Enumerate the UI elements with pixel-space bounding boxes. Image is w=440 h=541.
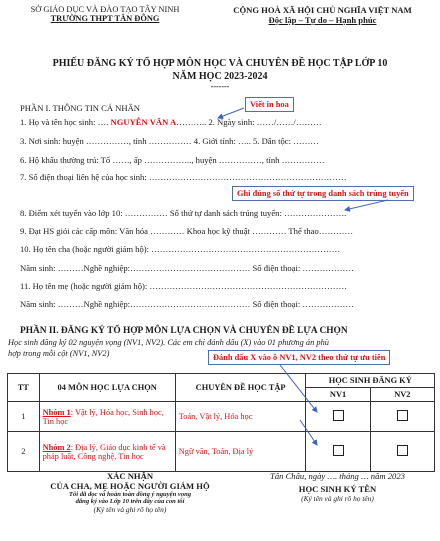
row-number-cell: 2 bbox=[8, 432, 40, 472]
parent-note-line1: Tôi đã đọc và hoàn toàn đồng ý nguyện vọng bbox=[68, 491, 192, 498]
row-admission-score[interactable]: 8. Điểm xét tuyển vào lớp 10: …………… Số thứ tự danh sách trúng tuyển: …………………. bbox=[20, 208, 347, 218]
department-name: SỞ GIÁO DỤC VÀ ĐÀO TẠO TÂY NINH bbox=[30, 5, 180, 14]
part2-heading: PHẦN II. ĐĂNG KÝ TỔ HỢP MÔN LỰA CHỌN VÀ CHUYÊN ĐỀ LỰA CHỌN bbox=[20, 326, 348, 336]
callout-order-number: Ghi đúng số thứ tự trong danh sách trúng tuyển bbox=[232, 186, 414, 201]
group-subjects: : Địa lý, Giáo dục kinh tế và pháp luật, Công nghệ, Tin học bbox=[42, 442, 166, 461]
arrow-to-nv1-icon bbox=[280, 365, 317, 412]
row-mother-details[interactable]: Năm sinh: ………Nghề nghiệp:…………………………………… Số điện thoại: ……………… bbox=[20, 299, 354, 309]
sign-date: Tân Châu, ngày …. tháng … năm 2023 bbox=[270, 471, 405, 481]
row-mother-name[interactable]: 11. Họ tên mẹ (hoặc người giám hộ): …………………………………………………………… bbox=[20, 281, 348, 291]
row-father-name[interactable]: 10. Họ tên cha (hoặc người giám hộ): ………………………………………………………… bbox=[20, 244, 341, 254]
school-name: TRƯỜNG THPT TÂN ĐÔNG bbox=[50, 14, 160, 23]
row-number-cell: 1 bbox=[8, 402, 40, 432]
title-divider: ------- bbox=[210, 82, 230, 91]
part2-instruction-line2: hợp trong mỗi cột (NV1, NV2) bbox=[8, 349, 110, 358]
group-subjects: : Vật lý, Hóa học, Sinh học, Tin học bbox=[42, 407, 164, 426]
arrow-to-order-icon bbox=[345, 200, 388, 210]
student-signature bbox=[250, 471, 425, 503]
birthdate-label: ……….. 2. Ngày sinh: ……/……/……… bbox=[176, 117, 322, 127]
callout-mark-x: Đánh dấu X vào ô NV1, NV2 theo thứ tự ưu tiên bbox=[208, 350, 390, 365]
row-number: 1. bbox=[20, 117, 27, 127]
part2-instruction-line1: Học sinh đăng ký 02 nguyện vọng (NV1, NV2). Các em chỉ đánh dấu (X) vào 01 phương án phù bbox=[8, 338, 329, 347]
row-father-details[interactable]: Năm sinh: ………Nghề nghiệp:…………………………………… Số điện thoại: ……………… bbox=[20, 263, 354, 273]
row-phone[interactable]: 7. Số điện thoại liên hệ của học sinh: …………………………………………………………… bbox=[20, 172, 347, 182]
parent-confirmation bbox=[50, 471, 210, 514]
student-name-value[interactable]: NGUYỄN VĂN A bbox=[110, 117, 177, 127]
col-header-topic: CHUYÊN ĐỀ HỌC TẬP bbox=[175, 374, 306, 402]
topic-cell: Ngữ văn, Toán, Địa lý bbox=[175, 432, 306, 472]
national-motto: Độc lập – Tự do – Hạnh phúc bbox=[268, 15, 377, 25]
parent-sign-hint: (Ký tên và ghi rõ họ tên) bbox=[93, 505, 167, 514]
callout-uppercase: Viết in hoa bbox=[245, 97, 294, 112]
topic-cell: Toán, Vật lý, Hóa học bbox=[175, 402, 306, 432]
col-header-register: HỌC SINH ĐĂNG KÝ bbox=[306, 374, 435, 388]
confirm-heading: XÁC NHẬN bbox=[106, 471, 154, 481]
col-header-tt: TT bbox=[8, 374, 40, 402]
group-name: Nhóm 2 bbox=[42, 442, 71, 452]
arrow-to-nv1b-icon bbox=[300, 420, 317, 445]
row-birthplace[interactable]: 3. Nơi sinh: huyện ……………, tỉnh …………… 4. Giới tính: ….. 5. Dân tộc: ……… bbox=[20, 136, 319, 146]
student-sign-hint: (Ký tên và ghi rõ họ tên) bbox=[301, 494, 374, 503]
arrow-to-name-icon bbox=[218, 108, 244, 118]
school-year: NĂM HỌC 2023-2024 bbox=[172, 71, 268, 82]
student-name-label: Họ và tên học sinh: …. bbox=[26, 117, 111, 127]
col-header-group: 04 MÔN HỌC LỰA CHỌN bbox=[39, 374, 175, 402]
row-residence[interactable]: 6. Hộ khẩu thường trú: Tổ ……, ấp …………….., huyện ……………, tỉnh …………… bbox=[20, 155, 325, 165]
student-heading: HỌC SINH KÝ TÊN bbox=[298, 484, 377, 494]
row-gifted-student[interactable]: 9. Đạt HS giỏi các cấp môn: Văn hóa ………… Khoa học kỹ thuật ………… Thể thao………… bbox=[20, 226, 354, 236]
form-title: PHIẾU ĐĂNG KÝ TỔ HỢP MÔN HỌC VÀ CHUYÊN ĐỀ HỌC TẬP LỚP 10 bbox=[52, 58, 388, 69]
parent-note-line2: đăng ký vào Lớp 10 trên đây của con tôi bbox=[75, 498, 185, 505]
col-header-nv2: NV2 bbox=[370, 388, 434, 402]
col-header-nv1: NV1 bbox=[306, 388, 370, 402]
parent-heading: CỦA CHA, MẸ HOẶC NGƯỜI GIÁM HỘ bbox=[50, 481, 210, 491]
republic-name: CỘNG HOÀ XÃ HỘI CHỦ NGHĨA VIỆT NAM bbox=[233, 5, 412, 15]
part1-heading: PHẦN I. THÔNG TIN CÁ NHÂN bbox=[20, 103, 140, 113]
group-name: Nhóm 1 bbox=[42, 407, 71, 417]
